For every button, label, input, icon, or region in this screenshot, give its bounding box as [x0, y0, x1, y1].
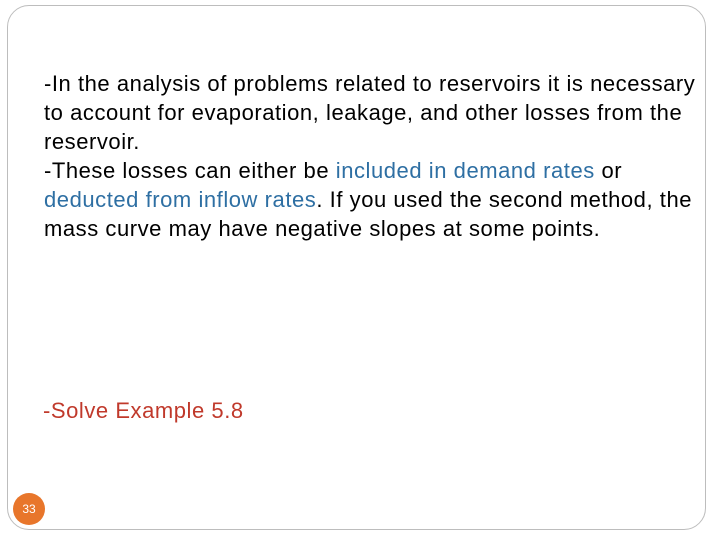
solve-example-line: -Solve Example 5.8 [43, 398, 244, 423]
paragraph-reservoir-losses: -In the analysis of problems related to reservoirs it is necessary to account for evaporation, leakage, and other losses from the reservoir. [44, 71, 696, 154]
page-number-badge: 33 [13, 493, 45, 525]
slide-body [44, 69, 704, 243]
paragraph-suffix: . If you used the second method, the mass curve may have negative slopes at some points. [44, 187, 693, 241]
paragraph-prefix: -These losses can either be [44, 158, 336, 183]
paragraph-loss-handling [44, 156, 704, 243]
paragraph-middle: or [594, 158, 623, 183]
highlight-demand-rates: included in demand rates [335, 158, 595, 183]
highlight-inflow-rates: deducted from inflow rates [44, 187, 317, 212]
